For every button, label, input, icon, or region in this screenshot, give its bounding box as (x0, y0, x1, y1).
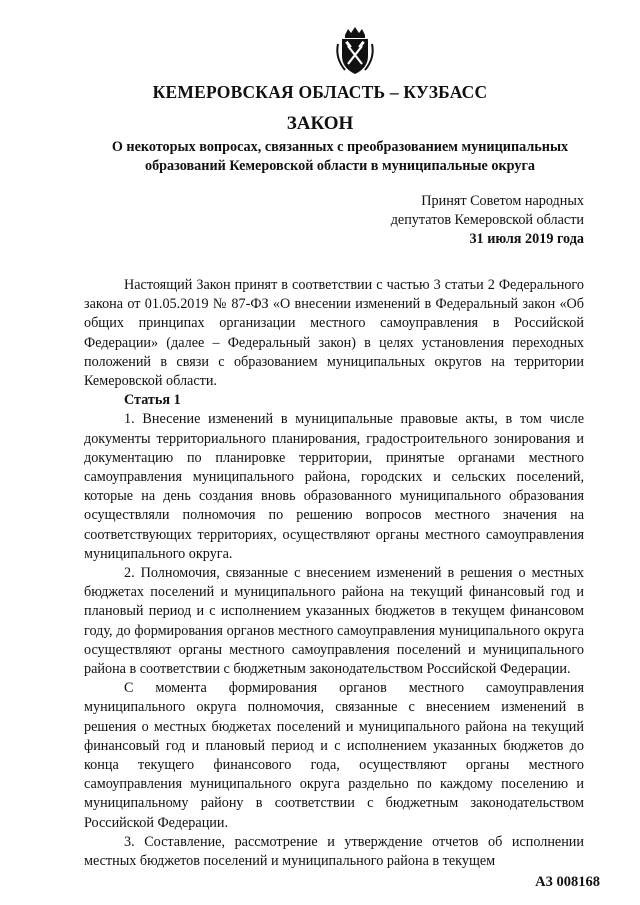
article-paragraph: 3. Составление, рассмотрение и утверждение отчетов об исполнении местных бюджетов поселений и муниципального района в текущем (84, 833, 584, 870)
serial-number: А3 008168 (535, 874, 600, 890)
article-paragraph: 2. Полномочия, связанные с внесением изменений в решения о местных бюджетах поселений и муниципального района на текущий финансовый год и плановый период и с исполнением указанных бюджетов в текущем финансовом году, до формирования органов местного самоуправления муниципального округа осуществляют органы местного самоуправления поселений и муниципального района в соответствии с бюджетным законодательством Российской Федерации. (84, 565, 584, 678)
region-title: КЕМЕРОВСКАЯ ОБЛАСТЬ – КУЗБАСС (152, 82, 488, 102)
adoption-line: Принят Советом народных (421, 193, 584, 209)
article-heading: Статья 1 (124, 392, 181, 409)
adoption-info (324, 192, 584, 249)
article-paragraph: С момента формирования органов местного самоуправления муниципального округа полномочия, связанные с внесением изменений в решения о местных бюджетах поселений и муниципального района на текущий финансовый год и плановый период и с исполнением указанных бюджетов до конца текущего финансового года, осуществляют органы местного самоуправления муниципального округа раздельно по каждому поселению и муниципальному району в соответствии с бюджетным законодательством Российской Федерации. (84, 680, 584, 831)
adoption-line: депутатов Кемеровской области (390, 212, 584, 228)
kemerovo-coat-of-arms-icon (333, 26, 377, 76)
preamble-paragraph: Настоящий Закон принят в соответствии с частью 3 статьи 2 Федерального закона от 01.05.2019 № 87-ФЗ «О внесении изменений в Федеральный закон «Об общих принципах организации местного самоуправления в Российской Федерации» (далее – Федеральный закон) в целях установления переходных положений в связи с образованием муниципальных округов на территории Кемеровской области. (84, 277, 584, 390)
law-subject (80, 138, 600, 176)
adoption-date: 31 июля 2019 года (469, 231, 584, 247)
document-type-title: ЗАКОН (286, 113, 354, 134)
law-subject-line: образований Кемеровской области в муниципальные округа (144, 158, 536, 174)
law-subject-line: О некоторых вопросах, связанных с преобразованием муниципальных (111, 139, 569, 155)
law-body (84, 276, 584, 871)
article-paragraph: 1. Внесение изменений в муниципальные правовые акты, в том числе документы территориального планирования, градостроительного зонирования и документацию по планировке территории, принятые органами местного самоуправления муниципального района, городских и сельских поселений, которые на день создания вновь образованного муниципального образования осуществляли полномочия по решению вопросов местного значения на соответствующих территориях, осуществляют органы местного самоуправления муниципального округа. (84, 411, 584, 562)
